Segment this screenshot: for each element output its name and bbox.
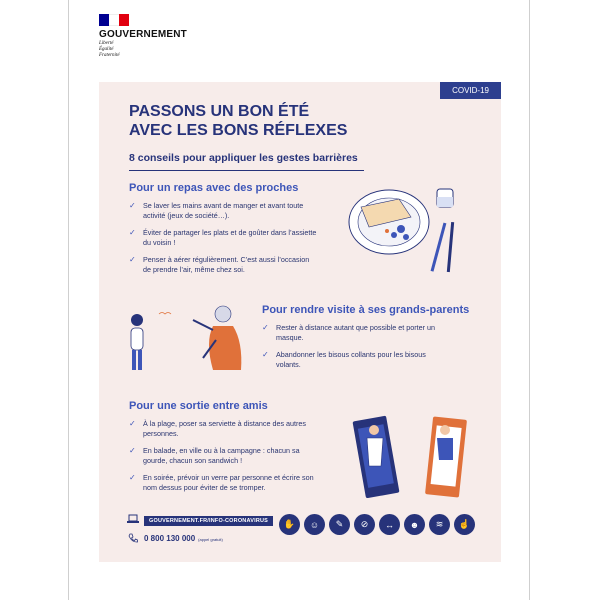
page-title: PASSONS UN BON ÉTÉ AVEC LES BONS RÉFLEXES: [129, 103, 348, 139]
meal-plate-illustration: [339, 177, 479, 282]
check-icon: ✓: [129, 201, 136, 210]
list-item: ✓ En soirée, prévoir un verre par personne et écrire son nom dessus pour éviter de se tromper.: [129, 473, 314, 492]
list-grandparents: [262, 323, 437, 377]
laptop-icon: [127, 514, 139, 524]
subtitle-underline: [129, 170, 364, 171]
thumbs-icon: ☝: [454, 514, 475, 535]
check-icon: ✓: [262, 323, 269, 332]
list-meal: [129, 201, 319, 282]
handwash-icon: ✋: [279, 514, 300, 535]
section-heading-grandparents: Pour rendre visite à ses grands-parents: [262, 304, 470, 316]
phone-icon: [128, 533, 138, 543]
section-heading-friends: Pour une sortie entre amis: [129, 400, 268, 412]
check-icon: ✓: [262, 350, 269, 359]
list-item: ✓ Se laver les mains avant de manger et avant toute activité (jeux de société…).: [129, 201, 304, 220]
no-handshake-icon: ⊘: [354, 514, 375, 535]
check-icon: ✓: [129, 419, 136, 428]
motto: Liberté Égalité Fraternité: [99, 41, 120, 58]
list-item: ✓ Abandonner les bisous collants pour les bisous volants.: [262, 350, 426, 369]
ventilation-icon: ≋: [429, 514, 450, 535]
website-link[interactable]: GOUVERNEMENT.FR/INFO-CORONAVIRUS: [144, 516, 273, 526]
section-heading-meal: Pour un repas avec des proches: [129, 182, 299, 194]
list-item: ✓ À la plage, poser sa serviette à distance des autres personnes.: [129, 419, 307, 438]
list-friends: [129, 419, 319, 500]
distance-icon: ↔: [379, 514, 400, 535]
covid-badge: COVID-19: [440, 82, 501, 99]
check-icon: ✓: [129, 255, 136, 264]
list-item: ✓ Éviter de partager les plats et de goûter dans l’assiette du voisin !: [129, 228, 317, 247]
mask-icon: ☻: [404, 514, 425, 535]
check-icon: ✓: [129, 473, 136, 482]
government-logo: [99, 14, 187, 59]
subtitle: 8 conseils pour appliquer les gestes barrières: [129, 152, 358, 164]
beach-towels-illustration: [349, 408, 479, 498]
check-icon: ✓: [129, 228, 136, 237]
list-item: ✓ Penser à aérer régulièrement. C’est aussi l’occasion de prendre l’air, même chez soi.: [129, 255, 310, 274]
tissue-icon: ✎: [329, 514, 350, 535]
flag-icon: [99, 14, 129, 26]
grandparent-kiss-illustration: [121, 292, 251, 382]
list-item: ✓ Rester à distance autant que possible et porter un masque.: [262, 323, 436, 342]
list-item: ✓ En balade, en ville ou à la campagne : chacun sa gourde, chacun son sandwich !: [129, 446, 300, 465]
org-name: GOUVERNEMENT: [99, 29, 187, 40]
phone-number: 0 800 130 000 (appel gratuit): [144, 534, 223, 543]
barrier-gestures-icons: [279, 514, 475, 535]
content-panel: [99, 82, 501, 562]
check-icon: ✓: [129, 446, 136, 455]
cough-elbow-icon: ☺: [304, 514, 325, 535]
